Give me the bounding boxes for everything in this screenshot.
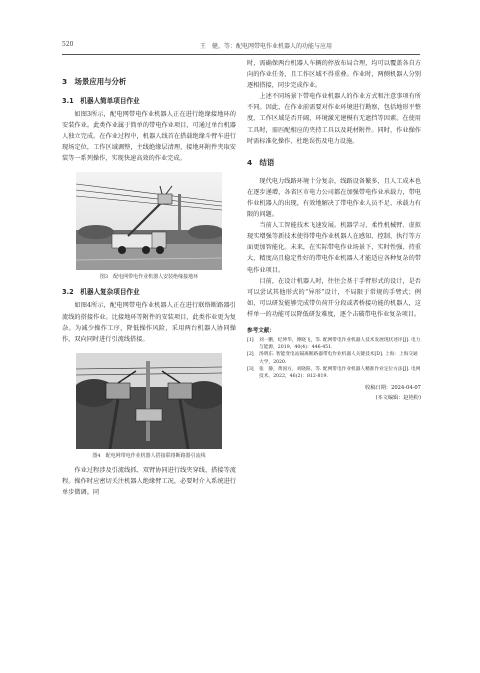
reference-item — [247, 351, 421, 365]
right-paragraph-2: 上述不同场景下带电作业机器人的作业方式和注意事项有所不同。因此，在作业前需要对作业环境进行勘察，包括地形平整度、工作区域是否开阔，环境激光建模有无遮挡等因素。在使用工具时，需匹配相应的夹持工具以及耗材附件。同时，作业操作时需标准化操作，杜绝误伤及电力设施。 — [247, 93, 421, 145]
subsection-3-2-paragraph: 如图4所示，配电网带电作业机器人正在进行联络断路器引流线的搭接作业。比接地环等附件的安装项目，此类作业更为复杂。为减少操作工序，降低操作风险，采用两台机器人协同操作，双向同时进行引流线搭接。 — [62, 302, 236, 343]
left-column — [62, 66, 236, 498]
reference-number: [1] — [247, 337, 254, 343]
reference-number: [3] — [247, 366, 254, 372]
references — [247, 326, 421, 401]
right-continued-paragraph: 时，需确保两台机器人车辆的停放布局合理，均可以覆盖各自方向的作业任务，且工作区域不得重叠。作业时，两侧机器人分别逐相搭接，同步完成作业。 — [247, 60, 421, 90]
figure-4 — [62, 353, 236, 459]
subsection-3-1-title: 3.1 机器人简单项目作业 — [62, 97, 140, 105]
conclusion-paragraph-1: 现代电力线路环境十分复杂，线路设备繁多，且人工成本也在逐步递增，各省区市电力公司都在加强带电作业承载力，带电作业机器人的出现，有效地解决了带电作业人员不足、承载力有限的问题。 — [247, 177, 421, 219]
section-4-title: 4 结语 — [247, 157, 275, 167]
figure-3-photo — [76, 172, 222, 270]
reference-text: 刘一鹏，纪坤华，傅晓飞，等. 配网带电作业机器人技术发展现状述评[J]. 电力与能源，2019，40(4)：446-451. — [259, 337, 421, 351]
figure-3 — [62, 172, 236, 280]
section-3-title: 3 场景应用与分析 — [62, 77, 127, 86]
figure-3-caption: 图3 配电网带电作业机器人安装绝缘接地环 — [99, 274, 199, 281]
page-header — [62, 41, 422, 53]
reference-text: 汤明东. 智能变电站隔离断路器带电作业机器人关键技术[D]. 上海：上海交通大学，2020. — [259, 352, 418, 365]
references-title: 参考文献： — [247, 327, 275, 334]
running-title: 王 健，等：配电网带电作业机器人的功能与应用 — [200, 43, 333, 50]
reference-text: 张 静，黄国方，刘晓阳，等. 配网带电作业机器人精准作业定位方法[J]. 电网技术，2022，46(2)：812-819. — [259, 366, 421, 379]
subsection-3-1-paragraph: 如图3所示，配电网带电作业机器人正在进行绝缘接地环的安装作业。此类作业属于简单的带电作业项目，可通过单台机器人独立完成。在作业过程中，机器人线首在搭载绝缘斗臂车进行现场定位，工作区域调整，主线绝缘层清理，接地环附件夹取安装等一系列操作，实现快速高效的作业完成。 — [62, 111, 236, 163]
received-date: 收稿日期：2024-04-07 — [365, 385, 421, 392]
figure-4-caption: 图4 配电网带电作业机器人搭接联络断路器引流线 — [92, 452, 206, 459]
editor-credit: (本文编辑：赵艳粉) — [375, 395, 421, 402]
reference-item — [247, 366, 421, 380]
page-number: 520 — [62, 41, 74, 48]
figure-4-photo — [76, 353, 222, 449]
conclusion-paragraph-3: 目前，在设计机器人时，往往会基于手臂形式的设计，是否可以尝试其他形式的“异形”设计，不局限于常规的手臂式；例如，可以研发能够完成带负荷开分段或者桥接功能的机器人，这样单一的功能可以降低研发难度，逐个击破带电作业复杂项目。 — [247, 277, 421, 318]
left-bottom-paragraph: 作业过程涉及引流线抓、双臂协同进行线夹穿线、搭接等流程。操作时应密切关注机器人绝缘臂工况，必要时介入系统进行单步微调。同 — [62, 466, 236, 497]
header-rule — [62, 54, 420, 55]
conclusion-paragraph-2: 当前人工智能技术飞速发展。机器学习、柔性机械臂、虚拟现实增强等新技术使得带电作业机器人在感知、控制、执行等方面更加智能化。未来，在实际带电作业场景下，实时性强、持重大、精度高且稳定性好的带电作业机器人才能适应各种复杂的带电作业项目。 — [247, 222, 421, 274]
reference-item — [247, 337, 421, 351]
subsection-3-2-title: 3.2 机器人复杂项目作业 — [62, 288, 140, 297]
reference-number: [2] — [247, 352, 254, 358]
right-column — [247, 58, 421, 401]
